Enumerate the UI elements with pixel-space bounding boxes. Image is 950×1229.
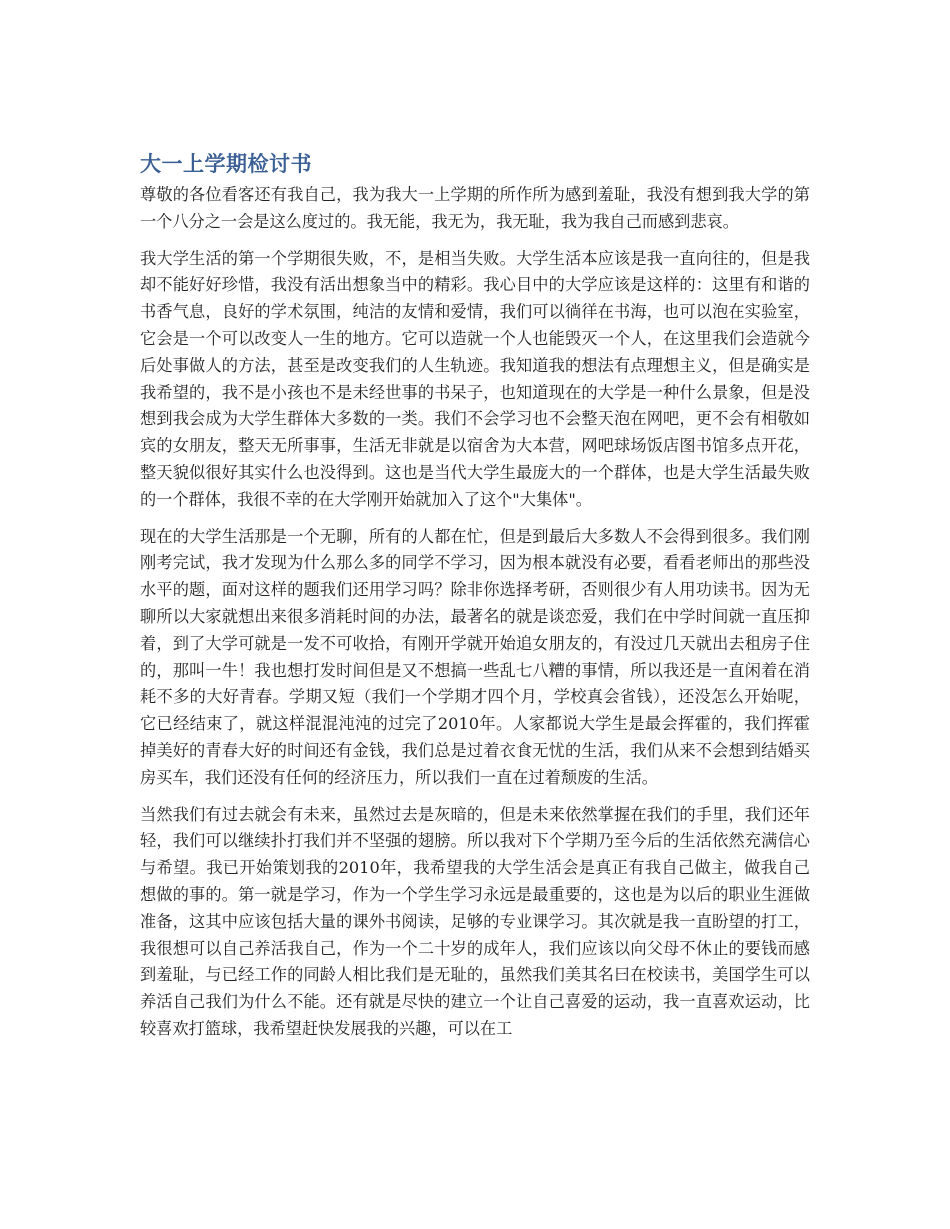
document-title: 大一上学期检讨书: [140, 152, 312, 176]
paragraph-2: 我大学生活的第一个学期很失败，不，是相当失败。大学生活本应该是我一直向往的，但是我却不能好好珍惜，我没有活出想象当中的精彩。我心目中的大学应该是这样的：这里有和谐的书香气息，良好的学术氛围，纯洁的友情和爱情，我们可以徜徉在书海，也可以泡在实验室，它会是一个可以改变人一生的地方。它可以造就一个人也能毁灭一个人，在这里我们会造就今后处事做人的方法，甚至是改变我们的人生轨迹。我知道我的想法有点理想主义，但是确实是我希望的，我不是小孩也不是未经世事的书呆子，也知道现在的大学是一种什么景象，但是没想到我会成为大学生群体大多数的一类。我们不会学习也不会整天泡在网吧，更不会有相敬如宾的女朋友，整天无所事事，生活无非就是以宿舍为大本营，网吧球场饭店图书馆多点开花，整天貌似很好其实什么也没得到。这也是当代大学生最庞大的一个群体，也是大学生活最失败的一个群体，我很不幸的在大学刚开始就加入了这个"大集体"。: [140, 248, 810, 509]
paragraph-4: 当然我们有过去就会有未来，虽然过去是灰暗的，但是未来依然掌握在我们的手里，我们还年轻，我们可以继续扑打我们并不坚强的翅膀。所以我对下个学期乃至今后的生活依然充满信心与希望。我已开始策划我的2010年，我希望我的大学生活会是真正有我自己做主，做我自己想做的事的。第一就是学习，作为一个学生学习永远是最重要的，这也是为以后的职业生涯做准备，这其中应该包括大量的课外书阅读，足够的专业课学习。其次就是我一直盼望的打工，我很想可以自己养活我自己，作为一个二十岁的成年人，我们应该以向父母不休止的要钱而感到羞耻，与已经工作的同龄人相比我们是无耻的，虽然我们美其名曰在校读书，美国学生可以养活自己我们为什么不能。还有就是尽快的建立一个让自己喜爱的运动，我一直喜欢运动，比较喜欢打篮球，我希望赶快发展我的兴趣，可以在工: [140, 804, 810, 1038]
document-page: [140, 148, 810, 1053]
paragraph-3: 现在的大学生活那是一个无聊，所有的人都在忙，但是到最后大多数人不会得到很多。我们刚刚考完试，我才发现为什么那么多的同学不学习，因为根本就没有必要，看看老师出的那些没水平的题，面对这样的题我们还用学习吗？除非你选择考研，否则很少有人用功读书。因为无聊所以大家就想出来很多消耗时间的办法，最著名的就是谈恋爱，我们在中学时间就一直压抑着，到了大学可就是一发不可收拾，有刚开学就开始追女朋友的，有没过几天就出去租房子住的，那叫一牛！我也想打发时间但是又不想搞一些乱七八糟的事情，所以我还是一直闲着在消耗不多的大好青春。学期又短（我们一个学期才四个月，学校真会省钱），还没怎么开始呢，它已经结束了，就这样混混沌沌的过完了2010年。人家都说大学生是最会挥霍的，我们挥霍掉美好的青春大好的时间还有金钱，我们总是过着衣食无忧的生活，我们从来不会想到结婚买房买车，我们还没有任何的经济压力，所以我们一直在过着颓废的生活。: [140, 526, 810, 787]
paragraph-1: 尊敬的各位看客还有我自己，我为我大一上学期的所作所为感到羞耻，我没有想到我大学的第一个八分之一会是这么度过的。我无能，我无为，我无耻，我为我自己而感到悲哀。: [140, 185, 810, 231]
